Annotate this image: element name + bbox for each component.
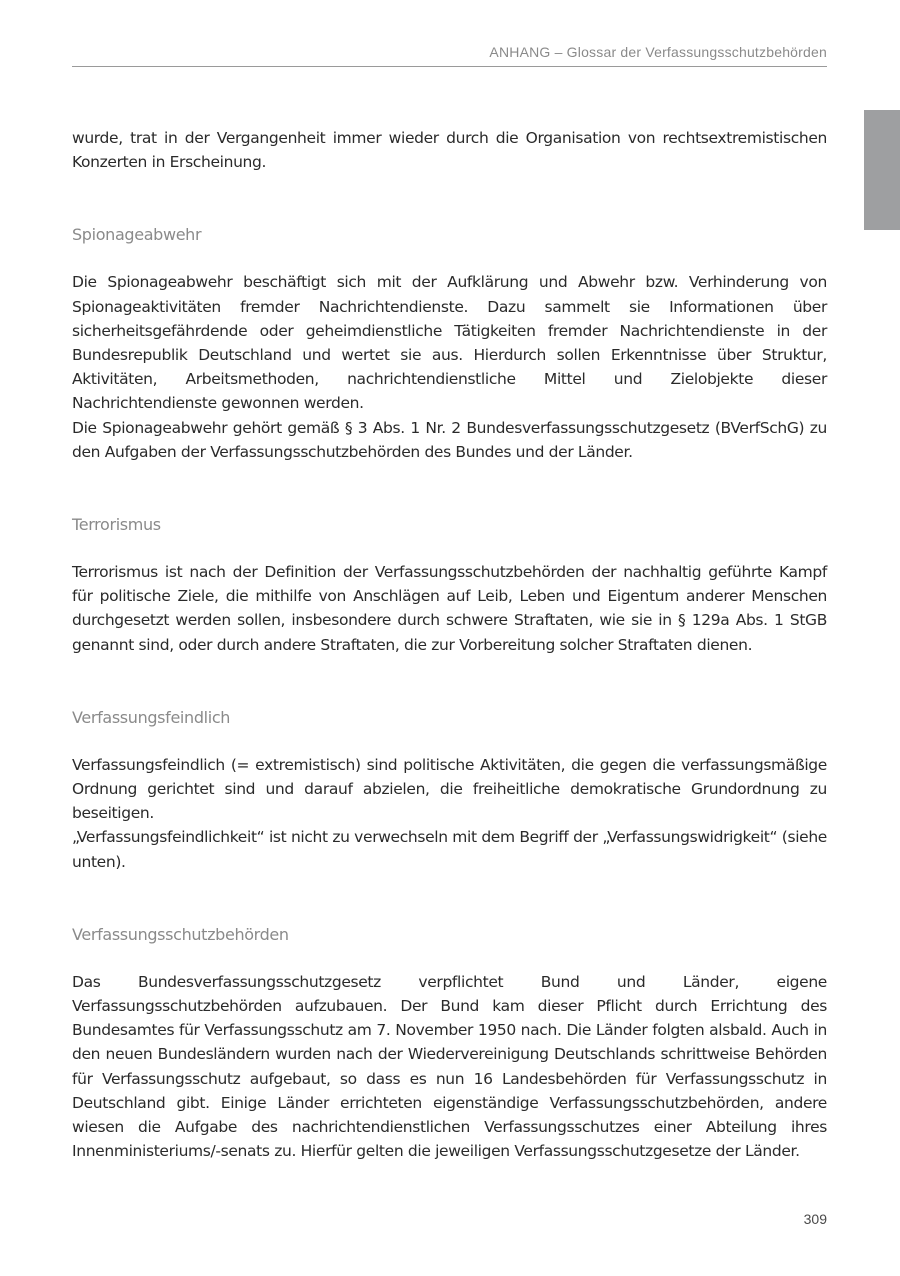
section-heading-spionageabwehr: Spionageabwehr: [72, 225, 202, 245]
verfassungsfeindlich-paragraph-2: „Verfassungsfeindlichkeit“ ist nicht zu verwechseln mit dem Begriff der „Verfassungswidrigkeit“ (siehe unten).: [72, 828, 827, 871]
chapter-thumb-tab: [864, 110, 900, 230]
section-heading-verfassungsfeindlich: Verfassungsfeindlich: [72, 707, 231, 727]
verfassungsschutzbehoerden-paragraph-1: Das Bundesverfassungsschutzgesetz verpflichtet Bund und Länder, eigene Verfassungsschutzbehörden aufzubauen. Der Bund kam dieser Pflicht durch Errichtung des Bundesamtes für Verfassungsschutz am 7. November 1950 nach. Die Länder folgten alsbald. Auch in den neuen Bundesländern wurden nach der Wiedervereinigung Deutschlands schrittweise Behörden für Verfassungsschutz aufgebaut, so dass es nun 16 Landesbehörden für Verfassungsschutz in Deutschland gibt. Einige Länder errichteten eigenständige Verfassungsschutzbehörden, andere wiesen die Aufgabe des nachrichtendienstlichen Verfassungsschutzes einer Abteilung ihres Innenministeriums/-senats zu. Hierfür gelten die jeweiligen Verfassungsschutzgesetze der Länder.: [72, 972, 827, 1161]
section-heading-terrorismus: Terrorismus: [72, 515, 161, 535]
running-header: ANHANG – Glossar der Verfassungsschutzbehörden: [489, 44, 827, 60]
terrorismus-paragraph-1: Terrorismus ist nach der Definition der Verfassungsschutzbehörden der nachhaltig geführte Kampf für politische Ziele, die mithilfe von Anschlägen auf Leib, Leben und Eigentum anderer Menschen durchgesetzt werden sollen, insbesondere durch schwere Straftaten, wie sie in § 129a Abs. 1 StGB genannt sind, oder durch andere Straftaten, die zur Vorbereitung solcher Straftaten dienen.: [72, 563, 827, 654]
spionageabwehr-paragraph-1: Die Spionageabwehr beschäftigt sich mit der Aufklärung und Abwehr bzw. Verhinderung von Spionageaktivitäten fremder Nachrichtendienste. Dazu sammelt sie Informationen über sicherheitsgefährdende oder geheimdienstliche Tätigkeiten fremder Nachrichtendienste in der Bundesrepublik Deutschland und wertet sie aus. Hierdurch sollen Erkenntnisse über Struktur, Aktivitäten, Arbeitsmethoden, nachrichtendienstliche Mittel und Zielobjekte dieser Nachrichtendienste gewonnen werden.: [72, 273, 827, 413]
verfassungsfeindlich-paragraph-1: Verfassungsfeindlich (= extremistisch) sind politische Aktivitäten, die gegen die verfassungsmäßige Ordnung gerichtet sind und darauf abzielen, die freiheitliche demokratische Grundordnung zu beseitigen.: [72, 755, 827, 823]
spionageabwehr-paragraph-2: Die Spionageabwehr gehört gemäß § 3 Abs. 1 Nr. 2 Bundesverfassungsschutzgesetz (BVerfSchG) zu den Aufgaben der Verfassungsschutzbehörden des Bundes und der Länder.: [72, 418, 827, 461]
intro-paragraph: wurde, trat in der Vergangenheit immer wieder durch die Organisation von rechtsextremistischen Konzerten in Erscheinung.: [72, 129, 827, 172]
section-heading-verfassungsschutzbehoerden: Verfassungsschutzbehörden: [72, 924, 289, 944]
page-content: [72, 126, 827, 1163]
page-number: 309: [803, 1211, 827, 1227]
header-divider: [72, 66, 827, 67]
